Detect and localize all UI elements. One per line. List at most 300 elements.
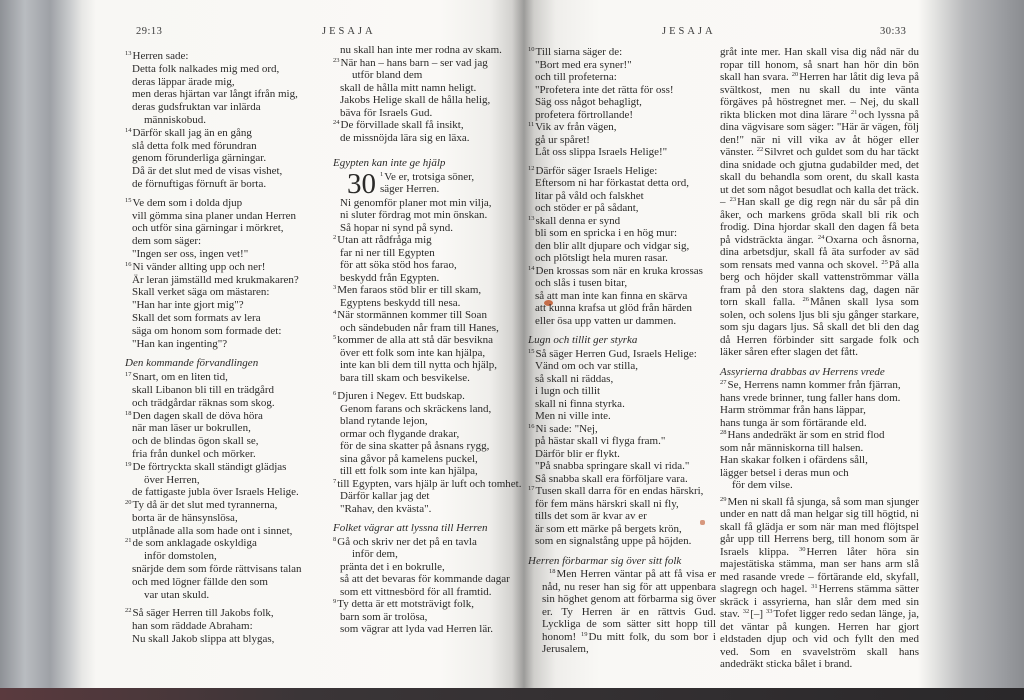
section-heading: Assyrierna drabbas av Herrens vrede bbox=[720, 365, 885, 378]
verse-text: Snart, om en liten tid, bbox=[132, 371, 228, 384]
verse-number: 15 bbox=[125, 196, 132, 204]
verse-line bbox=[528, 348, 716, 361]
verse-line bbox=[333, 561, 537, 574]
verse-text: Därför säger Israels Helige: bbox=[535, 164, 658, 177]
verse-line bbox=[125, 325, 341, 338]
verse-number: 18 bbox=[549, 568, 556, 575]
verse-text: Ty detta är ett motsträvigt folk, bbox=[337, 598, 474, 610]
verse-text: Utan att rådfråga mig bbox=[337, 234, 432, 246]
verse-number: 16 bbox=[528, 422, 535, 430]
verse-text: "Ingen ser oss, ingen vet!" bbox=[132, 247, 249, 260]
verse-text: Vänd om och var stilla, bbox=[535, 360, 638, 372]
verse-text: Harm strömmar från hans läppar, bbox=[720, 404, 866, 416]
verse-number: 20 bbox=[125, 499, 132, 507]
verse-text: "Rahav, den kvästa". bbox=[340, 502, 432, 515]
verse-line bbox=[333, 197, 537, 210]
verse-line bbox=[125, 474, 341, 487]
verse-text: När stormännen kommer till Soan bbox=[337, 309, 487, 321]
verse-line bbox=[528, 435, 716, 448]
verse-text: när man läser ur bokrullen, bbox=[132, 422, 251, 435]
verse-text: De förtryckta skall ständigt glädjas bbox=[132, 460, 287, 473]
verse-line bbox=[125, 461, 341, 474]
verse-line bbox=[333, 611, 537, 624]
verse-text: Genom farans och skräckens land, bbox=[340, 402, 492, 415]
left-page-column-2 bbox=[333, 44, 537, 636]
verse-text: Silvret och guldet som du har täckt dina snidade och gjutna gudabilder med, det skall du behandla som orent, du skall kasta ut det som något besudlat och kalla det träck. – bbox=[720, 146, 919, 208]
verse-text: "På snabba springare skall vi rida." bbox=[535, 460, 690, 472]
verse-line bbox=[125, 384, 341, 397]
verse-text: [–] bbox=[750, 608, 767, 620]
verse-line bbox=[125, 499, 341, 512]
verse-text: som en signalstång uppe på höjden. bbox=[535, 535, 692, 547]
verse-text: Så snabba skall era förföljare vara. bbox=[535, 472, 688, 485]
verse-line bbox=[333, 222, 537, 235]
verse-line bbox=[333, 69, 537, 82]
verse-number: 13 bbox=[125, 50, 132, 57]
verse-number: 21 bbox=[125, 537, 132, 545]
verse-line bbox=[125, 165, 341, 178]
verse-line bbox=[528, 302, 716, 315]
verse-number: 30 bbox=[798, 545, 806, 553]
verse-line bbox=[333, 107, 537, 120]
verse-line bbox=[333, 440, 537, 453]
left-page-reference: 29:13 bbox=[136, 26, 163, 37]
verse-text: Jakobs Helige skall de hålla helig, bbox=[340, 94, 491, 106]
verse-number: 8 bbox=[333, 535, 337, 543]
verse-text: gå ur spåret! bbox=[535, 133, 590, 146]
verse-text: och sändebuden når fram till Hanes, bbox=[340, 321, 499, 334]
verse-line bbox=[125, 248, 341, 261]
verse-line bbox=[720, 454, 919, 467]
verse-text: När han – hans barn – ser vad jag bbox=[340, 56, 488, 69]
verse-number: 19 bbox=[581, 630, 588, 638]
verse-text: bara till skam och besvikelse. bbox=[340, 371, 470, 384]
verse-text: till ett folk som inte kan hjälpa, bbox=[340, 465, 478, 477]
verse-text: inte kan bli dem till nytta och hjälp, bbox=[340, 359, 498, 371]
verse-text: Herren har låtit dig leva på svältkost, men nu skall du inte vänta förgäves på höstregnet mer. – Nej, du skall rikta blicken mot dina lärare bbox=[720, 71, 919, 121]
verse-text: Ni sade: "Nej, bbox=[535, 422, 598, 435]
verse-line bbox=[528, 146, 716, 159]
verse-text: profetera förtrollande! bbox=[535, 108, 634, 121]
verse-text: pränta det i en bokrulle, bbox=[340, 560, 445, 573]
verse-text: Den krossas som när en kruka krossas bbox=[535, 264, 703, 277]
verse-line bbox=[528, 485, 716, 498]
verse-number: 16 bbox=[125, 260, 132, 268]
verse-text: vill gömma sina planer undan Herren bbox=[132, 209, 297, 222]
verse-line bbox=[333, 57, 537, 70]
verse-text: för dem vilse. bbox=[732, 479, 793, 491]
verse-text: de förnuftigas förnuft är borta. bbox=[132, 177, 267, 190]
verse-text: Säg oss något behagligt, bbox=[535, 96, 642, 108]
verse-line bbox=[333, 82, 537, 95]
verse-text: ni sluter fördrag mot min önskan. bbox=[340, 209, 488, 221]
verse-number: 22 bbox=[125, 607, 132, 615]
verse-line bbox=[125, 152, 341, 165]
verse-text: Gå och skriv ner det på en tavla bbox=[337, 535, 477, 548]
verse-number: 17 bbox=[125, 371, 132, 379]
verse-line bbox=[125, 101, 341, 114]
verse-line bbox=[125, 589, 341, 602]
verse-line bbox=[333, 309, 537, 322]
verse-text: Nu skall Jakob slippa att blygas, bbox=[132, 633, 275, 646]
verse-line bbox=[125, 88, 341, 101]
verse-line bbox=[333, 390, 537, 403]
verse-line bbox=[125, 422, 341, 435]
verse-number: 33 bbox=[766, 608, 773, 615]
verse-text: att kunna krafsa ut glöd från härden bbox=[535, 302, 692, 314]
verse-line bbox=[125, 512, 341, 525]
verse-line bbox=[125, 197, 341, 210]
verse-text: Därför kallar jag det bbox=[340, 490, 430, 502]
verse-text: Låt oss slippa Israels Helige!" bbox=[535, 146, 668, 158]
verse-number: 3 bbox=[333, 284, 337, 291]
verse-line bbox=[333, 247, 537, 260]
verse-text: dem som säger: bbox=[132, 235, 202, 248]
verse-line bbox=[528, 277, 716, 290]
verse-number: 13 bbox=[528, 214, 535, 222]
verse-number: 1 bbox=[380, 170, 384, 178]
verse-line bbox=[125, 620, 341, 633]
verse-text: som vägrar att lyda vad Herren lär. bbox=[340, 623, 494, 635]
verse-line: säger Herren. bbox=[380, 183, 440, 195]
verse-text: människobud. bbox=[144, 113, 207, 126]
verse-text: i lugn och tillit bbox=[535, 385, 601, 397]
verse-text: Ni vänder allting upp och ner! bbox=[132, 260, 266, 273]
verse-text: är som ett märke på bergets krön, bbox=[535, 522, 682, 535]
verse-text: borta är de hänsynslösa, bbox=[132, 511, 238, 524]
verse-line bbox=[125, 410, 341, 423]
verse-number: 22 bbox=[756, 146, 764, 153]
verse-text: över ett folk som inte kan hjälpa, bbox=[340, 346, 486, 359]
verse-text: Men Herren väntar på att få visa er nåd, nu reser han sig för att uppenbara sin höghet genom att förbarma sig över er. Ty Herren är en rättvis Gud. Lyckliga de som sätter sitt hopp till honom! bbox=[542, 568, 716, 643]
verse-number: 26 bbox=[802, 296, 809, 303]
verse-line bbox=[333, 586, 537, 599]
verse-text: slå detta folk med förundran bbox=[132, 139, 257, 152]
verse-line bbox=[720, 379, 919, 392]
verse-text: och utför sina gärningar i mörkret, bbox=[132, 222, 284, 235]
verse-text: och plötsligt hela muren rasar. bbox=[535, 252, 668, 264]
verse-line bbox=[125, 210, 341, 223]
verse-line bbox=[528, 398, 716, 411]
verse-line bbox=[380, 171, 474, 184]
scanner-edge bbox=[0, 688, 1024, 700]
verse-number: 28 bbox=[720, 429, 727, 436]
verse-line bbox=[720, 442, 919, 455]
verse-text: gråt inte mer. Han skall visa dig nåd när du ropar till honom, så snart han hör din bön skall han svara. bbox=[720, 46, 919, 83]
verse-text: Skall det som formats av lera bbox=[132, 311, 261, 324]
verse-text: och slås i tusen bitar, bbox=[535, 277, 628, 289]
verse-line bbox=[333, 209, 537, 222]
verse-text: Tusen skall darra för en endas härskri, bbox=[535, 485, 704, 497]
verse-text: var utan skuld. bbox=[144, 588, 210, 601]
verse-line bbox=[528, 215, 716, 228]
verse-text: Så säger Herren till Jakobs folk, bbox=[132, 607, 274, 620]
verse-line bbox=[528, 535, 716, 548]
verse-text: Hans andedräkt är som en strid flod bbox=[727, 429, 885, 441]
verse-text: de fattigaste jubla över Israels Helige. bbox=[132, 486, 299, 499]
verse-text: Men ni skall få sjunga, så som man sjunger under en natt då man helgar sig till högtid, ni skall få glädja er som när man med flöjtspel går upp till Herrens berg, till honom som är Israels klippa. bbox=[720, 495, 919, 558]
verse-text: Ty då är det slut med tyrannerna, bbox=[132, 499, 278, 512]
verse-text: säga om honom som formade det: bbox=[132, 324, 282, 337]
verse-line bbox=[125, 76, 341, 89]
verse-text: Den dagen skall de döva höra bbox=[132, 409, 263, 422]
verse-text: Men ni ville inte. bbox=[535, 410, 611, 422]
verse-text: så att man inte kan finna en skärva bbox=[535, 289, 688, 302]
verse-line bbox=[125, 607, 341, 620]
verse-number: 18 bbox=[125, 409, 132, 417]
verse-line bbox=[125, 537, 341, 550]
verse-line bbox=[528, 96, 716, 109]
verse-line bbox=[333, 259, 537, 272]
verse-text: genom förunderliga gärningar. bbox=[132, 152, 267, 165]
verse-text: för att söka stöd hos farao, bbox=[340, 259, 457, 271]
right-running-head: JESAJA bbox=[662, 26, 716, 37]
verse-text: och lyssna på dina vägvisare som säger: "Här är vägen, följ den!" när ni vill vika av åt höger eller vänster. bbox=[720, 108, 919, 158]
verse-text: Ni genomför planer mot min vilja, bbox=[340, 196, 492, 209]
verse-line bbox=[528, 121, 716, 134]
verse-number: 2 bbox=[333, 234, 337, 241]
verse-text: hans vrede brinner, tung faller hans dom. bbox=[720, 391, 901, 404]
verse-text: Skall verket säga om mästaren: bbox=[132, 286, 270, 299]
verse-line bbox=[333, 623, 537, 636]
verse-line bbox=[125, 633, 341, 646]
verse-line bbox=[720, 417, 919, 430]
chapter-number: 30 bbox=[347, 167, 376, 200]
section-heading: Herren förbarmar sig över sitt folk bbox=[528, 554, 682, 567]
verse-line bbox=[125, 50, 341, 63]
verse-line bbox=[333, 297, 537, 310]
verse-number: 25 bbox=[881, 258, 888, 266]
verse-text: Därför skall jag än en gång bbox=[132, 126, 252, 139]
verse-line bbox=[125, 435, 341, 448]
stanza-break bbox=[333, 144, 537, 150]
verse-text: Han skakar folken i ofärdens såll, bbox=[720, 454, 868, 466]
verse-text: som når människorna till halsen. bbox=[720, 441, 864, 454]
verse-text: Djuren i Negev. Ett budskap. bbox=[337, 390, 465, 402]
verse-text: Oxarna och åsnorna, dina arbetsdjur, skall få äta surfoder av säd som rensats med vanna och skovel. bbox=[720, 233, 919, 271]
verse-line bbox=[528, 109, 716, 122]
verse-text: Så hopar ni synd på synd. bbox=[340, 221, 454, 234]
verse-text: skall denna er synd bbox=[535, 214, 621, 227]
verse-line bbox=[333, 573, 537, 586]
verse-number: 9 bbox=[333, 598, 337, 605]
verse-line bbox=[125, 550, 341, 563]
verse-line bbox=[720, 429, 919, 442]
verse-number: 10 bbox=[528, 46, 535, 53]
verse-line bbox=[333, 453, 537, 466]
verse-line bbox=[528, 373, 716, 386]
verse-text: Till siarna säger de: bbox=[535, 46, 623, 58]
verse-number: 20 bbox=[791, 71, 799, 78]
verse-text: Eftersom ni har förkastat detta ord, bbox=[535, 177, 689, 189]
verse-text: hans tunga är som förtärande eld. bbox=[720, 416, 867, 429]
verse-line bbox=[125, 299, 341, 312]
verse-line bbox=[125, 563, 341, 576]
verse-text: för de sina skatter på åsnans rygg, bbox=[340, 440, 490, 452]
verse-line bbox=[125, 63, 341, 76]
verse-line bbox=[125, 286, 341, 299]
verse-line bbox=[125, 261, 341, 274]
verse-line bbox=[528, 165, 716, 178]
verse-line bbox=[528, 510, 716, 523]
verse-text: och stöder er på sådant, bbox=[535, 202, 639, 214]
verse-line bbox=[125, 178, 341, 191]
verse-text: "Profetera inte det rätta för oss! bbox=[535, 83, 674, 96]
verse-line bbox=[528, 84, 716, 97]
verse-line bbox=[720, 404, 919, 417]
verse-line bbox=[333, 44, 537, 57]
verse-line bbox=[333, 403, 537, 416]
verse-line bbox=[333, 132, 537, 145]
verse-text: bland rytande lejon, bbox=[340, 415, 428, 427]
verse-text: Tofet ligger redo sedan länge, ja, det väntar på kungen. Herren har gjort eldstaden djup och vid och fyllt den med ved. Som en svavelström skall hans andedräkt sticka bålet i brand. bbox=[720, 608, 919, 670]
verse-text: Men faraos stöd blir er till skam, bbox=[337, 284, 482, 296]
verse-text: den blir allt djupare och vidgar sig, bbox=[535, 239, 690, 252]
verse-line bbox=[528, 134, 716, 147]
verse-text: deras gudsfruktan var inlärda bbox=[132, 101, 261, 114]
verse-text: Herren låter höra sin majestätiska stämma, man ser hans arm slå med rasande vrede – förtärande eld, skyfall, slagregn och hagel. bbox=[720, 545, 919, 595]
verse-text: På alla berg och höjder skall vattenströmmar välla fram på den stora slaktens dag, dagen när torn skall falla. bbox=[720, 258, 919, 308]
verse-line bbox=[333, 598, 537, 611]
verse-line bbox=[528, 460, 716, 473]
verse-number: 5 bbox=[333, 334, 337, 341]
verse-text: och trädgårdar räknas som skog. bbox=[132, 396, 275, 409]
verse-line bbox=[125, 274, 341, 287]
verse-line bbox=[720, 467, 919, 480]
verse-text: inför domstolen, bbox=[144, 550, 217, 563]
verse-text: "Bort med era syner!" bbox=[535, 58, 632, 71]
verse-number: 14 bbox=[125, 126, 132, 134]
verse-number: 7 bbox=[333, 477, 337, 485]
verse-number: 32 bbox=[742, 608, 750, 615]
verse-text: Han skall ge dig regn när du sår på din åker, och markens gröda skall bli rik och frodig. Dina hjordar skall den dagen få beta på vidsträckta ängar. bbox=[720, 196, 919, 246]
verse-text: men deras hjärtan var långt ifrån mig, bbox=[132, 88, 298, 101]
section-heading: Den kommande förvandlingen bbox=[125, 357, 259, 370]
verse-text: Detta folk nalkades mig med ord, bbox=[132, 62, 280, 75]
verse-text: utplånade alla som hade ont i sinnet, bbox=[132, 524, 293, 537]
verse-line bbox=[333, 478, 537, 491]
verse-line bbox=[720, 479, 919, 492]
verse-text: och till profeterna: bbox=[535, 71, 617, 83]
verse-line bbox=[528, 410, 716, 423]
verse-line bbox=[125, 235, 341, 248]
verse-line bbox=[333, 372, 537, 385]
verse-text: far ni ner till Egypten bbox=[340, 246, 435, 259]
verse-line bbox=[125, 448, 341, 461]
verse-text: på hästar skall vi flyga fram." bbox=[535, 435, 666, 447]
verse-number: 6 bbox=[333, 390, 337, 397]
section-heading: Folket vägrar att lyssna till Herren bbox=[333, 522, 488, 534]
verse-text: nu skall han inte mer rodna av skam. bbox=[340, 44, 502, 56]
verse-line bbox=[125, 525, 341, 538]
verse-line bbox=[333, 322, 537, 335]
verse-line bbox=[528, 385, 716, 398]
verse-number: 31 bbox=[811, 583, 818, 590]
verse-number: 14 bbox=[528, 264, 535, 272]
verse-line bbox=[528, 190, 716, 203]
verse-text: för fem mäns härskri skall ni fly, bbox=[535, 497, 679, 510]
verse-text: skall ni finna styrka. bbox=[535, 397, 625, 410]
verse-line bbox=[528, 423, 716, 436]
verse-number: 23 bbox=[729, 196, 737, 203]
section-heading: Lugn och tillit ger styrka bbox=[528, 334, 638, 346]
verse-text: tills det som är kvar av er bbox=[535, 510, 647, 522]
verse-text: Herren sade: bbox=[132, 50, 189, 62]
verse-text: ormar och flygande drakar, bbox=[340, 427, 460, 440]
verse-number: 11 bbox=[528, 121, 535, 128]
verse-text: Vik av från vägen, bbox=[535, 121, 617, 133]
verse-line bbox=[333, 490, 537, 503]
verse-number: 21 bbox=[850, 108, 858, 116]
verse-line bbox=[528, 498, 716, 511]
verse-line bbox=[333, 234, 537, 247]
verse-line bbox=[125, 140, 341, 153]
verse-line bbox=[333, 119, 537, 132]
prose-paragraph bbox=[720, 496, 919, 671]
verse-line bbox=[528, 360, 716, 373]
verse-line bbox=[333, 347, 537, 360]
verse-text: skall Libanon bli till en trädgård bbox=[132, 383, 275, 396]
verse-text: Ve dem som i dolda djup bbox=[132, 196, 243, 209]
verse-line bbox=[333, 284, 537, 297]
verse-text: litar på våld och falskhet bbox=[535, 189, 644, 202]
right-page-column-2 bbox=[720, 46, 919, 671]
verse-text: Se, Herrens namn kommer från fjärran, bbox=[727, 379, 901, 391]
verse-line bbox=[528, 315, 716, 328]
verse-line bbox=[333, 334, 537, 347]
verse-line bbox=[333, 359, 537, 372]
verse-line bbox=[528, 71, 716, 84]
verse-line bbox=[333, 548, 537, 561]
verse-text: Ve er, trotsiga söner, bbox=[384, 170, 475, 183]
verse-number: 15 bbox=[528, 347, 535, 355]
left-page-column-1 bbox=[125, 50, 341, 646]
verse-number: 17 bbox=[528, 485, 535, 492]
left-running-head: JESAJA bbox=[322, 26, 376, 37]
verse-text: till Egypten, vars hjälp är luft och tomhet. bbox=[337, 477, 522, 490]
verse-text: deras läppar ärade mig, bbox=[132, 75, 235, 88]
verse-number: 24 bbox=[333, 119, 340, 126]
verse-line bbox=[125, 312, 341, 325]
verse-text: eller ösa upp vatten ur dammen. bbox=[535, 314, 677, 327]
verse-text: Herrens stämma sätter skräck i assyrierna, han slår dem med sin stav. bbox=[720, 583, 919, 620]
verse-text: så skall ni räddas, bbox=[535, 372, 614, 385]
verse-line bbox=[125, 222, 341, 235]
verse-number: 12 bbox=[528, 164, 535, 172]
verse-line bbox=[125, 371, 341, 384]
verse-line bbox=[528, 240, 716, 253]
verse-text: de missnöjda lära sig en läxa. bbox=[340, 131, 470, 144]
verse-text: bäva för Israels Gud. bbox=[340, 106, 433, 119]
verse-text: barn som är trolösa, bbox=[340, 610, 428, 623]
verse-text: snärjde dem som förde rättvisans talan bbox=[132, 563, 302, 576]
verse-line bbox=[333, 536, 537, 549]
verse-line bbox=[333, 465, 537, 478]
verse-line bbox=[528, 523, 716, 536]
verse-text: fria från dunkel och mörker. bbox=[132, 447, 256, 460]
verse-text: han som räddade Abraham: bbox=[132, 620, 253, 633]
verse-text: så att det bevaras för kommande dagar bbox=[340, 573, 510, 585]
right-page-column-1 bbox=[528, 46, 716, 656]
verse-number: 4 bbox=[333, 309, 337, 316]
verse-line bbox=[125, 486, 341, 499]
verse-number: 19 bbox=[125, 460, 132, 468]
chapter-first-lines bbox=[380, 171, 474, 196]
verse-text: Egyptens beskydd till nesa. bbox=[340, 296, 461, 309]
verse-number: 23 bbox=[333, 56, 340, 64]
verse-text: de som anklagade oskyldiga bbox=[132, 537, 257, 550]
verse-line bbox=[528, 202, 716, 215]
